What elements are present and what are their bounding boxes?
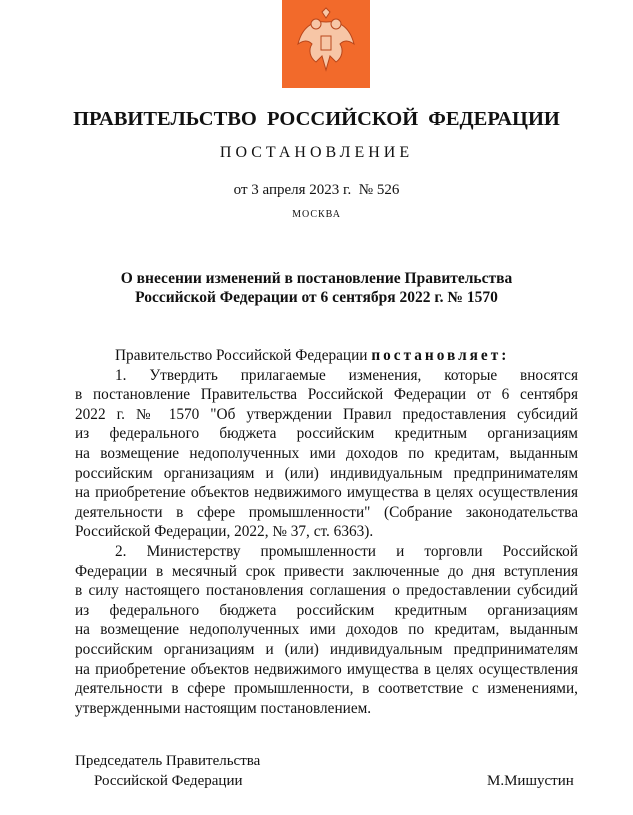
intro-line [75, 346, 578, 366]
text-line: утвержденными настоящим постановлением. [75, 699, 372, 717]
text-line: из федерального бюджета российским кредитным организациям [75, 425, 578, 443]
signatory-position-2: Российской Федерации [94, 773, 243, 789]
decree-verb: постановляет: [371, 347, 510, 364]
text-line: на возмещение недополученных ими доходов по кредитам, выданным [75, 444, 578, 462]
paragraph-2 [75, 542, 578, 718]
text-line: на приобретение объектов недвижимого имущества в целях осуществления [75, 484, 578, 502]
text-line: деятельности в сфере промышленности" (Собрание законодательства [75, 503, 578, 521]
signatory-name: М.Мишустин [487, 773, 574, 789]
text-line: Федерации в месячный срок привести заключенные до дня вступления [75, 562, 578, 580]
subject-line-1: О внесении изменений в постановление Правительства [120, 270, 513, 287]
document-type: ПОСТАНОВЛЕНИЕ [219, 144, 414, 161]
text-line: 1. Утвердить прилагаемые изменения, которые вносятся [115, 366, 578, 384]
subject-line-2: Российской Федерации от 6 сентября 2022 г. № 1570 [135, 289, 498, 306]
intro-text: Правительство Российской Федерации [115, 347, 372, 364]
text-line: в силу настоящего постановления соглашения о предоставлении субсидий [75, 582, 578, 600]
government-title: ПРАВИТЕЛЬСТВО РОССИЙСКОЙ ФЕДЕРАЦИИ [73, 108, 560, 130]
text-line: российским организациям и (или) индивидуальным предпринимателям [75, 464, 578, 482]
text-line: 2022 г. № 1570 "Об утверждении Правил предоставления субсидий [75, 405, 578, 423]
document-date-number: от 3 апреля 2023 г. № 526 [233, 182, 400, 198]
document-body [75, 346, 578, 718]
coat-of-arms-icon [282, 0, 370, 88]
paragraph-1 [75, 366, 578, 542]
document-city: МОСКВА [292, 209, 341, 220]
text-line: на возмещение недополученных ими доходов по кредитам, выданным [75, 621, 578, 639]
text-line: деятельности в сфере промышленности, в соответствие с изменениями, [75, 680, 578, 698]
text-line: из федерального бюджета российским кредитным организациям [75, 601, 578, 619]
signatory-position-1: Председатель Правительства [75, 753, 261, 769]
text-line: на приобретение объектов недвижимого имущества в целях осуществления [75, 660, 578, 678]
text-line: в постановление Правительства Российской Федерации от 6 сентября [75, 386, 578, 404]
text-line: Российской Федерации, 2022, № 37, ст. 6363). [75, 523, 374, 541]
text-line: 2. Министерству промышленности и торговли Российской [115, 542, 578, 560]
text-line: российским организациям и (или) индивидуальным предпринимателям [75, 640, 578, 658]
